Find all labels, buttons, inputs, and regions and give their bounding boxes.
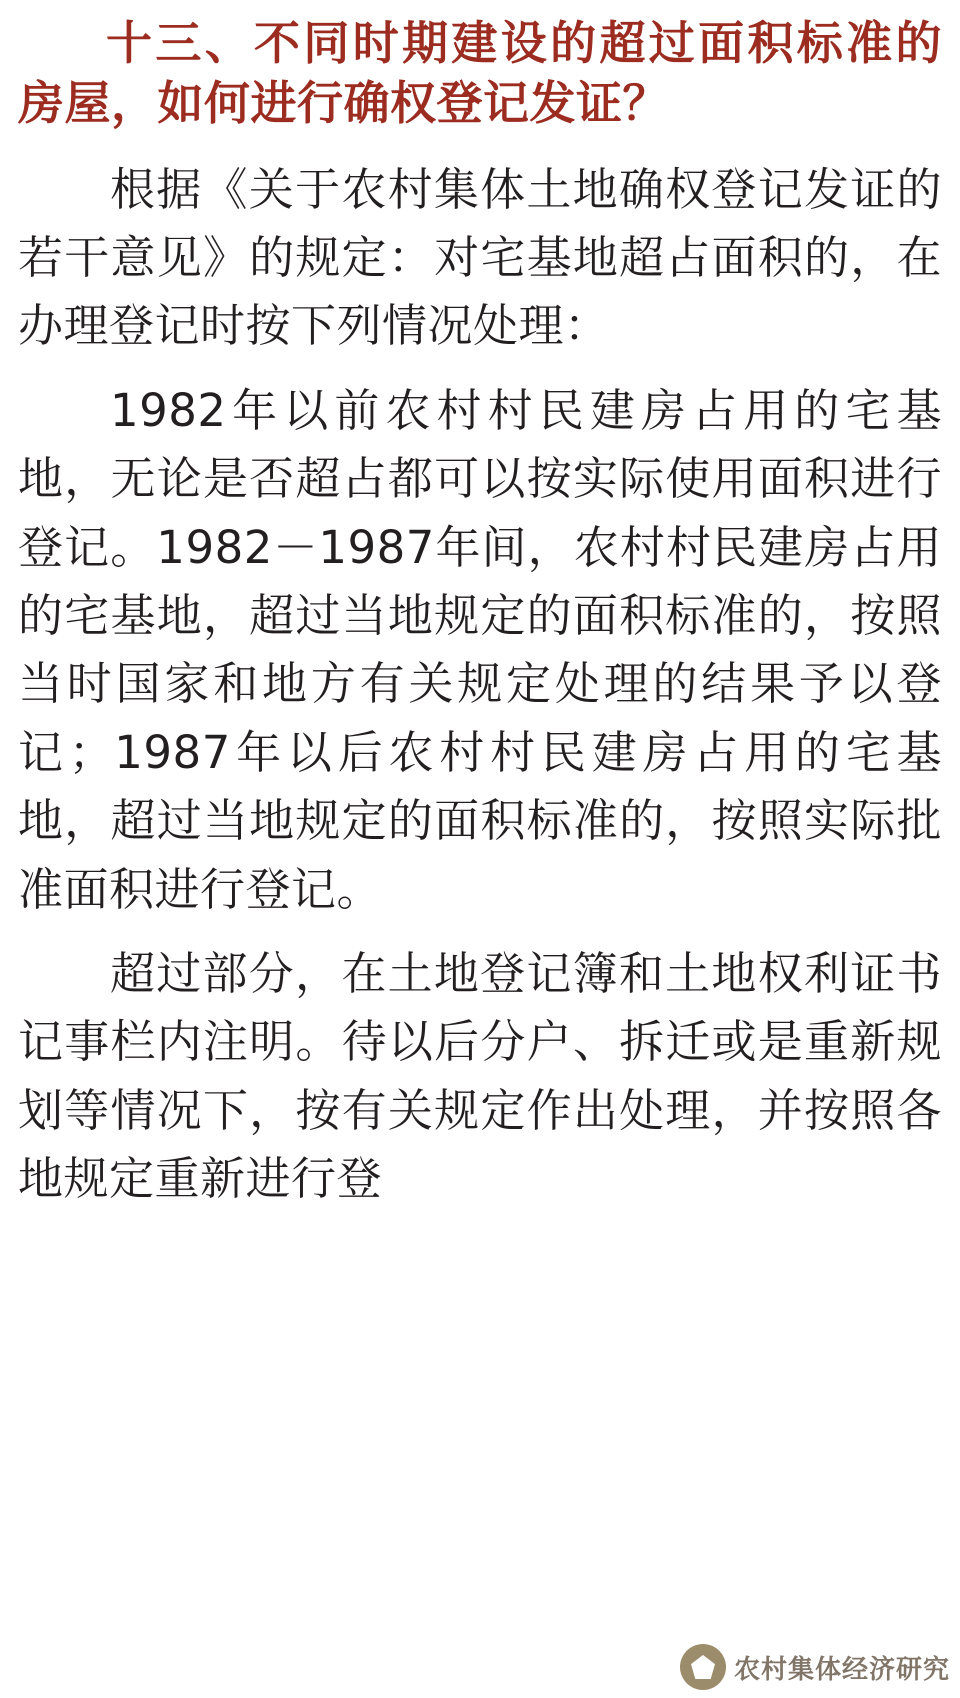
page-title: 十三、不同时期建设的超过面积标准的房屋，如何进行确权登记发证？ (18, 16, 942, 130)
paragraph-1: 根据《关于农村集体土地确权登记发证的若干意见》的规定：对宅基地超占面积的，在办理登记时按下列情况处理： (18, 162, 942, 353)
watermark (680, 1644, 950, 1690)
paragraph-3: 超过部分，在土地登记簿和土地权利证书记事栏内注明。待以后分户、拆迁或是重新规划等情况下，按有关规定作出处理，并按照各地规定重新进行登 (18, 946, 942, 1206)
paragraph-2: 1982年以前农村村民建房占用的宅基地，无论是否超占都可以按实际使用面积进行登记。1982－1987年间，农村村民建房占用的宅基地，超过当地规定的面积标准的，按照当时国家和地方有关规定处理的结果予以登记；1987年以后农村村民建房占用的宅基地，超过当地规定的面积标准的，按照实际批准面积进行登记。 (18, 383, 942, 916)
watermark-label: 农村集体经济研究 (733, 1654, 950, 1685)
shield-badge-icon (680, 1644, 726, 1690)
